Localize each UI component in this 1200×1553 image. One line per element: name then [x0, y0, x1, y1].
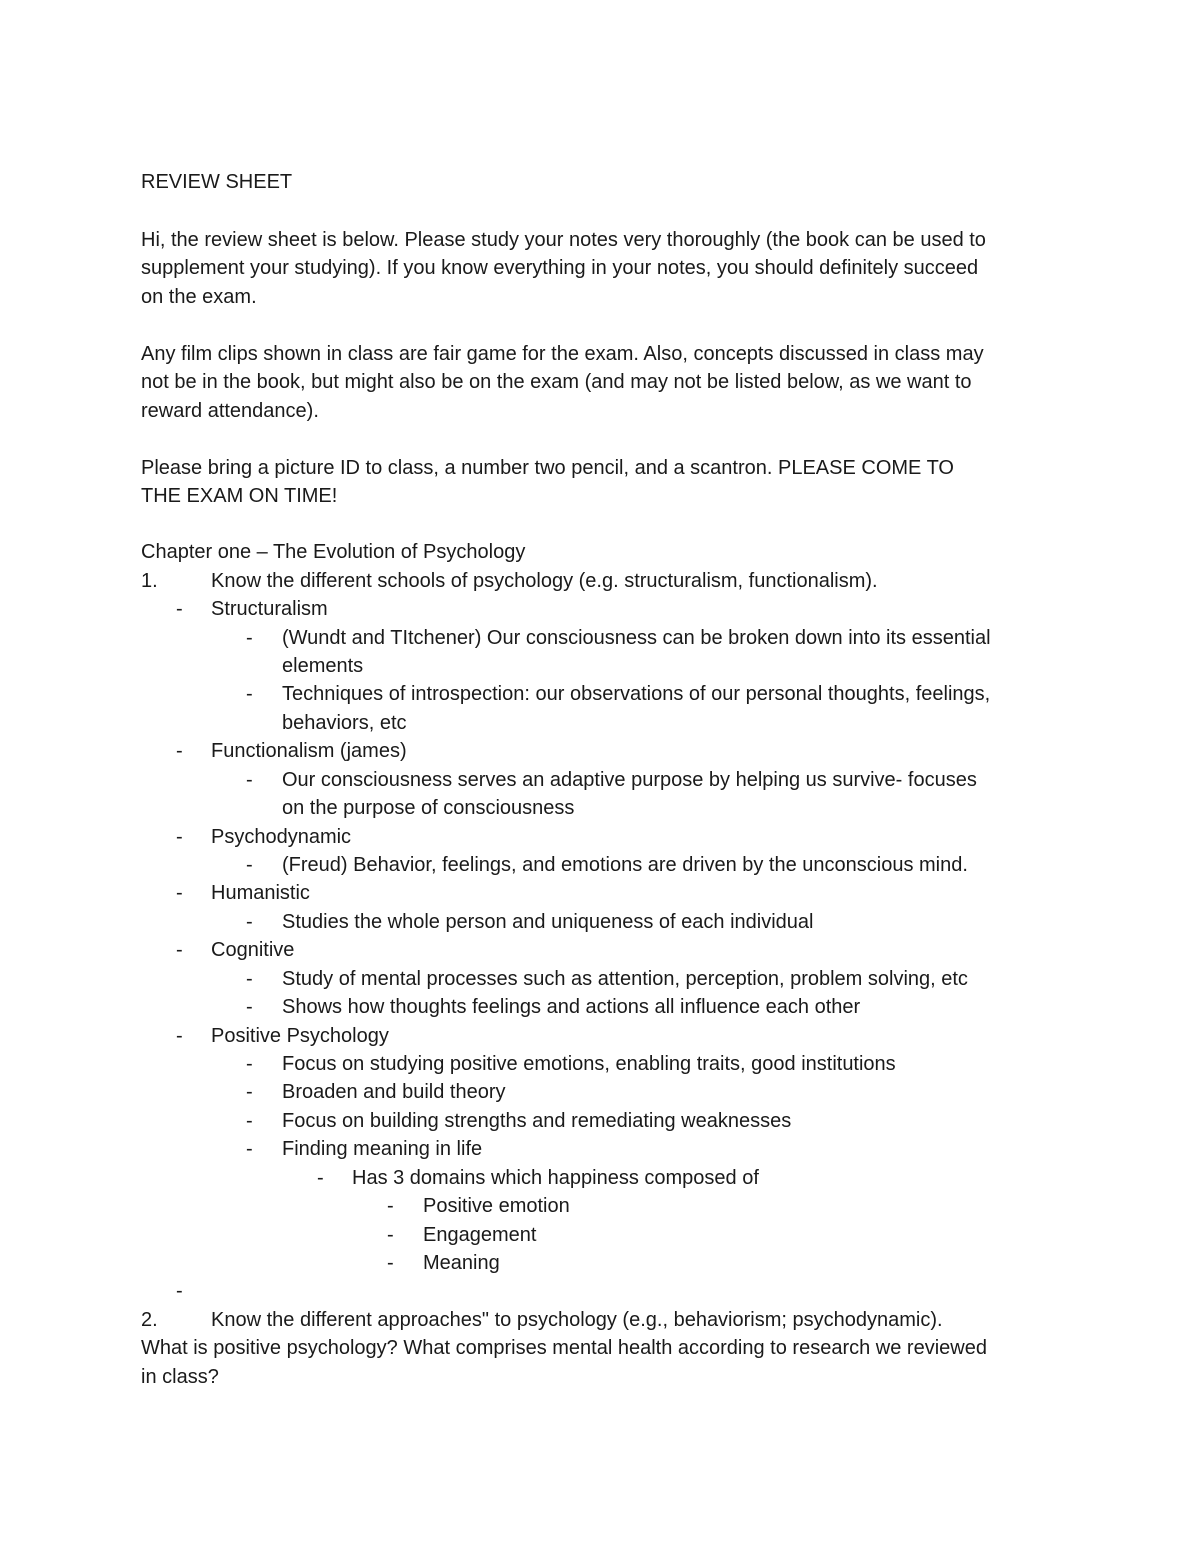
bullet-dash: -	[176, 1280, 183, 1302]
bullet-dash: -	[246, 1138, 253, 1160]
bullet-dash: -	[387, 1224, 394, 1246]
sub-point: Focus on building strengths and remediating weaknesses	[282, 1110, 792, 1132]
film-note-line: Any film clips shown in class are fair game for the exam. Also, concepts discussed in class may	[141, 343, 984, 365]
domain-item: Engagement	[423, 1224, 537, 1246]
bullet-dash: -	[246, 996, 253, 1018]
film-note-line: not be in the book, but might also be on the exam (and may not be listed below, as we want to	[141, 371, 972, 393]
film-note-line: reward attendance).	[141, 400, 319, 422]
sub-point: Finding meaning in life	[282, 1138, 483, 1160]
intro-line: Hi, the review sheet is below. Please study your notes very thoroughly (the book can be used to	[141, 229, 986, 251]
item-number: 2.	[141, 1309, 158, 1331]
bring-note-line: Please bring a picture ID to class, a number two pencil, and a scantron. PLEASE COME TO	[141, 457, 954, 479]
sub-sub-point: Has 3 domains which happiness composed of	[352, 1167, 759, 1189]
school-positive-psychology: Positive Psychology	[211, 1025, 389, 1047]
sub-point: Broaden and build theory	[282, 1081, 506, 1103]
school-structuralism: Structuralism	[211, 598, 328, 620]
sub-point: (Freud) Behavior, feelings, and emotions are driven by the unconscious mind.	[282, 854, 968, 876]
item-text-continued: What is positive psychology? What comprises mental health according to research we reviewed	[141, 1337, 987, 1359]
bullet-dash: -	[246, 911, 253, 933]
bullet-dash: -	[246, 769, 253, 791]
item-text: Know the different approaches" to psychology (e.g., behaviorism; psychodynamic).	[211, 1309, 943, 1331]
sub-point: (Wundt and TItchener) Our consciousness can be broken down into its essential	[282, 627, 991, 649]
sub-point: Techniques of introspection: our observations of our personal thoughts, feelings,	[282, 683, 991, 705]
bullet-dash: -	[176, 882, 183, 904]
bullet-dash: -	[246, 1081, 253, 1103]
sub-point: behaviors, etc	[282, 712, 407, 734]
bullet-dash: -	[246, 1053, 253, 1075]
bullet-dash: -	[246, 683, 253, 705]
chapter-heading: Chapter one – The Evolution of Psychology	[141, 541, 526, 563]
school-functionalism: Functionalism (james)	[211, 740, 407, 762]
school-psychodynamic: Psychodynamic	[211, 826, 352, 848]
bullet-dash: -	[176, 939, 183, 961]
sub-point: Our consciousness serves an adaptive purpose by helping us survive- focuses	[282, 769, 977, 791]
sub-point: Shows how thoughts feelings and actions all influence each other	[282, 996, 861, 1018]
sub-point: Focus on studying positive emotions, enabling traits, good institutions	[282, 1053, 896, 1075]
bullet-dash: -	[246, 854, 253, 876]
sub-point: elements	[282, 655, 364, 677]
bullet-dash: -	[317, 1167, 324, 1189]
bullet-dash: -	[176, 598, 183, 620]
document-title: REVIEW SHEET	[141, 171, 293, 193]
item-number: 1.	[141, 570, 158, 592]
bullet-dash: -	[246, 1110, 253, 1132]
bullet-dash: -	[387, 1195, 394, 1217]
item-text-continued: in class?	[141, 1366, 219, 1388]
bullet-dash: -	[246, 627, 253, 649]
bring-note-line: THE EXAM ON TIME!	[141, 485, 338, 507]
sub-point: on the purpose of consciousness	[282, 797, 575, 819]
bullet-dash: -	[387, 1252, 394, 1274]
item-text: Know the different schools of psychology (e.g. structuralism, functionalism).	[211, 570, 878, 592]
domain-item: Meaning	[423, 1252, 500, 1274]
bullet-dash: -	[176, 826, 183, 848]
bullet-dash: -	[176, 740, 183, 762]
intro-line: supplement your studying). If you know everything in your notes, you should definitely succeed	[141, 257, 979, 279]
domain-item: Positive emotion	[423, 1195, 570, 1217]
intro-line: on the exam.	[141, 286, 257, 308]
bullet-dash: -	[176, 1025, 183, 1047]
sub-point: Studies the whole person and uniqueness of each individual	[282, 911, 814, 933]
bullet-dash: -	[246, 968, 253, 990]
school-humanistic: Humanistic	[211, 882, 310, 904]
school-cognitive: Cognitive	[211, 939, 295, 961]
sub-point: Study of mental processes such as attention, perception, problem solving, etc	[282, 968, 968, 990]
